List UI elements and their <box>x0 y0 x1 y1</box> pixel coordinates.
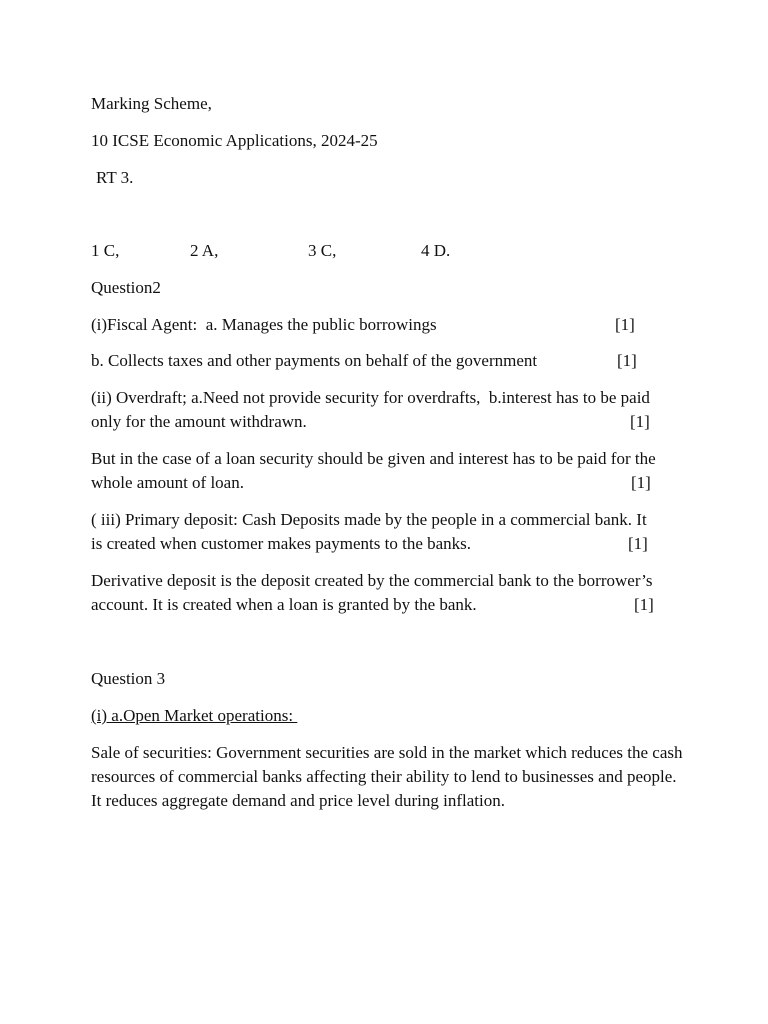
answer-1: 1 C, <box>91 241 120 260</box>
fiscal-agent-mark: [1] <box>615 315 635 334</box>
loan-mark: [1] <box>631 473 651 492</box>
collects-taxes-text: b. Collects taxes and other payments on behalf of the government <box>91 351 538 370</box>
primary-deposit-line1: ( iii) Primary deposit: Cash Deposits made by the people in a commercial bank. It <box>91 510 647 529</box>
question3-heading: Question 3 <box>91 669 166 688</box>
sale-of-securities-paragraph: Sale of securities: Government securities are sold in the market which reduces the cash resources of commercial banks affecting their ability to lend to businesses and people. It reduces aggregate demand and price level during inflation. <box>91 743 683 810</box>
answer-4: 4 D. <box>421 241 451 260</box>
collects-taxes-mark: [1] <box>617 351 637 370</box>
primary-deposit-line2: is created when customer makes payments to the banks. <box>91 534 472 553</box>
question2-heading: Question2 <box>91 278 161 297</box>
fiscal-agent-text: (i)Fiscal Agent: a. Manages the public borrowings <box>91 315 437 334</box>
course-title: 10 ICSE Economic Applications, 2024-25 <box>91 131 378 150</box>
overdraft-mark: [1] <box>630 412 650 431</box>
overdraft-text-line1: (ii) Overdraft; a.Need not provide security for overdrafts, b.interest has to be paid <box>91 388 650 407</box>
loan-text-line2: whole amount of loan. <box>91 473 244 492</box>
primary-deposit-mark: [1] <box>628 534 648 553</box>
answer-2: 2 A, <box>190 241 219 260</box>
overdraft-text-line2: only for the amount withdrawn. <box>91 412 307 431</box>
derivative-deposit-line2: account. It is created when a loan is granted by the bank. <box>91 595 477 614</box>
document-title: Marking Scheme, <box>91 94 212 113</box>
test-label: RT 3. <box>96 168 134 187</box>
answer-3: 3 C, <box>308 241 337 260</box>
derivative-deposit-mark: [1] <box>634 595 654 614</box>
open-market-subheading: (i) a.Open Market operations: <box>91 706 298 725</box>
derivative-deposit-line1: Derivative deposit is the deposit created by the commercial bank to the borrower’s <box>91 571 653 590</box>
loan-text-line1: But in the case of a loan security should be given and interest has to be paid for the <box>91 449 656 468</box>
